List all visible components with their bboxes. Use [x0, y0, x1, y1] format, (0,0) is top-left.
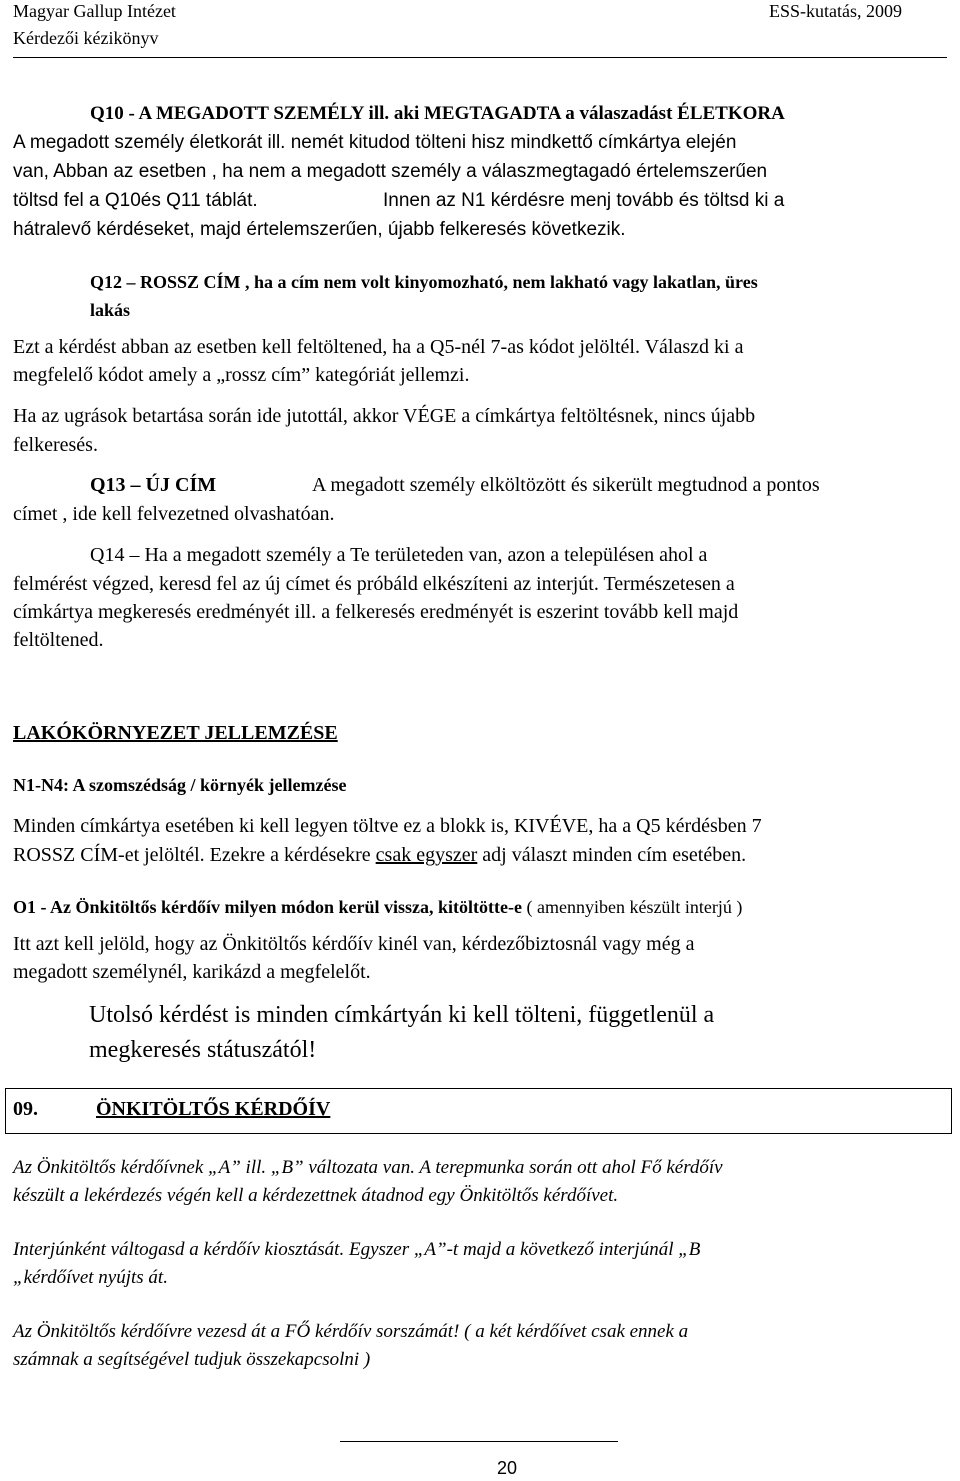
q10-line-2: van, Abban az esetben , ha nem a megadott személy a válaszmegtagadó értelemszerűen: [13, 161, 768, 182]
q14-line-3: címkártya megkeresés eredményét ill. a felkeresés eredményét is eszerint tovább kell majd: [13, 601, 739, 623]
o1-title-bold: O1 - Az Önkitöltős kérdőív milyen módon kerül vissza, kitöltötte-e: [13, 897, 522, 917]
italic-paragraph-3-line-2: számnak a segítségével tudjuk összekapcsolni ): [13, 1349, 371, 1370]
page-number: 20: [497, 1458, 518, 1478]
italic-paragraph-1-line-1: Az Önkitöltős kérdőívnek „A” ill. „B” változata van. A terepmunka során ott ahol Fő kérdőív: [13, 1157, 723, 1178]
q12-paragraph-2-line-1: Ha az ugrások betartása során ide jutottál, akkor VÉGE a címkártya feltöltésnek, nincs újabb: [13, 405, 756, 427]
q10-line-4: hátralevő kérdéseket, majd értelemszerűen, újabb felkeresés következik.: [13, 219, 626, 240]
q14-line-1: Q14 – Ha a megadott személy a Te területeden van, azon a településen ahol a: [90, 544, 708, 566]
q14-line-4: feltöltened.: [13, 629, 104, 651]
italic-paragraph-1-line-2: készült a lekérdezés végén kell a kérdezettnek átadnod egy Önkitöltős kérdőívet.: [13, 1185, 619, 1206]
section-09-title: ÖNKITÖLTŐS KÉRDŐÍV: [96, 1098, 331, 1120]
n1-n4-subheading: N1-N4: A szomszédság / környék jellemzése: [13, 775, 347, 795]
footer-rule: [340, 1441, 618, 1442]
q12-title-line-1: Q12 – ROSSZ CÍM , ha a cím nem volt kinyomozható, nem lakható vagy lakatlan, üres: [90, 272, 758, 292]
o1-title: [13, 897, 742, 918]
q13-label: Q13 – ÚJ CÍM: [90, 474, 217, 496]
lakokornyezet-paragraph-line-2: [13, 844, 746, 867]
section-heading-lakokornyezet: LAKÓKÖRNYEZET JELLEMZÉSE: [13, 722, 338, 744]
q12-paragraph-1-line-2: megfelelő kódot amely a „rossz cím” kategóriát jellemzi.: [13, 364, 470, 386]
header-org: Magyar Gallup Intézet: [13, 1, 176, 21]
q14-line-2: felmérést végzed, keresd fel az új címet és próbáld elkészíteni az interjút. Természetesen a: [13, 573, 735, 595]
q12-paragraph-1-line-1: Ezt a kérdést abban az esetben kell feltöltened, ha a Q5-nél 7-as kódot jelöltél. Válaszd ki a: [13, 336, 744, 358]
section-09-number: 09.: [13, 1098, 38, 1120]
emphasis-csak-egyszer: csak egyszer: [375, 844, 478, 866]
o1-note-line-2: megkeresés státuszától!: [89, 1037, 317, 1063]
o1-note-line-1: Utolsó kérdést is minden címkártyán ki kell tölteni, függetlenül a: [89, 1002, 715, 1028]
o1-line-2: megadott személynél, karikázd a megfelelőt.: [13, 961, 371, 983]
o1-line-1: Itt azt kell jelöld, hogy az Önkitöltős kérdőív kinél van, kérdezőbiztosnál vagy még a: [13, 933, 695, 955]
italic-paragraph-3-line-1: Az Önkitöltős kérdőívre vezesd át a FŐ kérdőív sorszámát! ( a két kérdőívet csak ennek a: [13, 1321, 689, 1342]
o1-title-note: ( amennyiben készült interjú ): [521, 897, 743, 917]
lakokornyezet-text-b: adj választ minden cím esetében.: [477, 844, 747, 866]
q12-paragraph-2-line-2: felkeresés.: [13, 434, 98, 456]
italic-paragraph-2-line-2: „kérdőívet nyújts át.: [13, 1267, 168, 1288]
header-rule: [13, 57, 947, 58]
q13-text-line-1: A megadott személy elköltözött és sikerült megtudnod a pontos: [312, 474, 820, 496]
q10-line-1: A megadott személy életkorát ill. nemét kitudod tölteni hisz mindkettő címkártya elején: [13, 132, 737, 153]
q10-line-3b: Innen az N1 kérdésre menj tovább és töltsd ki a: [383, 190, 785, 211]
q10-line-3a: töltsd fel a Q10és Q11 táblát.: [13, 190, 258, 211]
lakokornyezet-text-a: ROSSZ CÍM-et jelöltél. Ezekre a kérdésekre: [13, 844, 376, 866]
italic-paragraph-2-line-1: Interjúnként váltogasd a kérdőív kiosztását. Egyszer „A”-t majd a következő interjúnál „B: [13, 1239, 701, 1260]
lakokornyezet-paragraph-line-1: Minden címkártya esetében ki kell legyen töltve ez a blokk is, KIVÉVE, ha a Q5 kérdésben 7: [13, 815, 762, 837]
q13-text-line-2: címet , ide kell felvezetned olvashatóan.: [13, 503, 335, 525]
header-doc-title: Kérdezői kézikönyv: [13, 28, 159, 48]
header-study: ESS-kutatás, 2009: [769, 1, 902, 21]
q12-title-line-2: lakás: [90, 300, 131, 320]
q10-title: Q10 - A MEGADOTT SZEMÉLY ill. aki MEGTAGADTA a válaszadást ÉLETKORA: [90, 103, 785, 124]
